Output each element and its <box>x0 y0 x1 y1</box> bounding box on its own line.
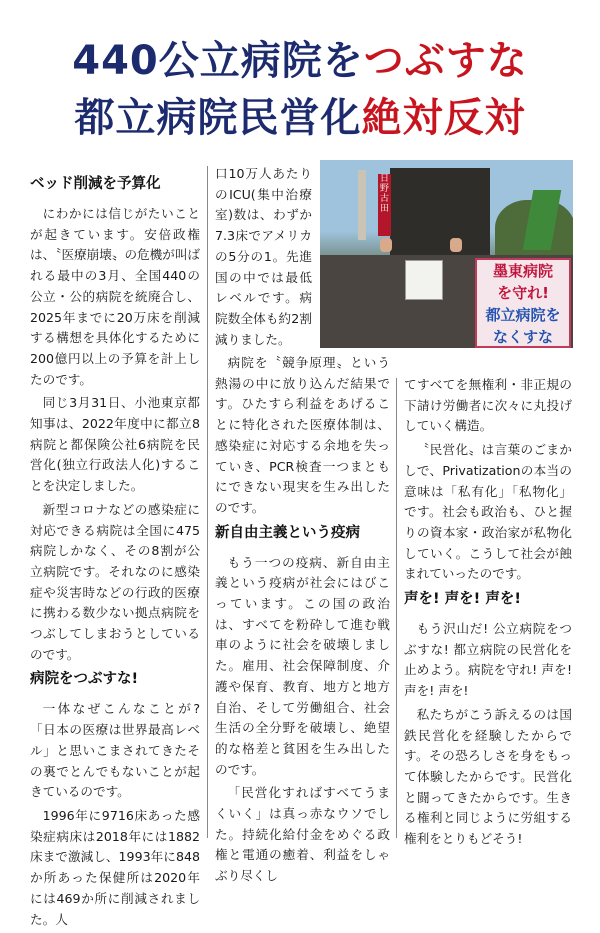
sign-line: 墨東病院 <box>492 262 553 280</box>
paragraph: 「民営化すればすべてうまくいく」は真っ赤なウソでした。持続化給付金をめぐる政権と電通の癒着、利益をしゃぶり尽くし <box>215 785 390 884</box>
photo-protest-sign <box>475 258 571 348</box>
photo-raised-fist <box>380 238 392 252</box>
headline-line-1-part-2: つぶすな <box>363 38 528 84</box>
column-divider-2 <box>396 378 397 838</box>
paragraph: 病院を〝競争原理〟という熱湯の中に放り込んだ結果です。ひたすら利益をあげることに特化された医療体制は、感染症に対応する余地を失っていき、PCR検査一つまともにできない現実を生み出したのです。 <box>215 355 390 515</box>
paragraph: 同じ3月31日、小池東京都知事は、2022年度中に都立8病院と都保険公社6病院を民営化(独立行政法人化)することを決定しました。 <box>30 395 200 494</box>
article-column-1 <box>30 170 200 933</box>
section-heading-neoliberalism: 新自由主義という疫病 <box>215 524 360 541</box>
headline-line-1 <box>0 38 600 84</box>
paragraph: てすべてを無権利・非正規の下請け労働者に次々に丸投げしていく構造。 <box>404 377 572 434</box>
sign-line: を守れ! <box>497 284 549 302</box>
article-column-2-top <box>215 164 312 353</box>
photo-raised-fist <box>450 238 462 252</box>
article-column-3 <box>404 375 572 853</box>
paragraph: 1996年に9716床あった感染症病床は2018年には1882床まで激減し、1993年に848か所あった保健所は2020年には469か所に削減されました。人 <box>30 807 200 927</box>
sign-line: 都立病院を <box>485 306 561 324</box>
paragraph: 私たちがこう訴えるのは国鉄民営化を経験したからです。その恐ろしさを身をもって体験したからです。民営化と闘ってきたからです。生きる権利と同じように労組する権利をとりもどそう! <box>404 706 572 847</box>
paragraph: 一体なぜこんなことが?「日本の医療は世界最高レベル」と思いこまされてきたその裏でとんでもないことが起きているのです。 <box>30 701 200 800</box>
paragraph: もう一つの疫病、新自由主義という疫病が社会にはびこっています。この国の政治は、すべてを粉砕して進む戦車のように社会を破壊しました。雇用、社会保障制度、介護や保育、教育、地方と地方自治、そして労働組合、社会生活の全分野を破壊し、絶望的な格差と貧困を生み出したのです。 <box>215 554 390 777</box>
paragraph: もう沢山だ! 公立病院をつぶすな! 都立病院の民営化を止めよう。病院を守れ! 声を! 声を! 声を! <box>404 621 572 699</box>
section-heading-save-hospitals: 病院をつぶすな! <box>30 671 139 688</box>
headline-line-2-part-1: 都立病院民営化 <box>74 95 362 141</box>
paragraph: にわかには信じがたいことが起きています。安倍政権は、〝医療崩壊〟の危機が叫ばれる最中の3月、全国440の公立・公的病院を統廃合し、2025年までに20万床を削減する構想を具体化するために200億円以上の予算を計上したのです。 <box>30 206 201 387</box>
headline-line-1-part-1: 440公立病院を <box>72 38 364 84</box>
photo-placard <box>405 260 443 300</box>
paragraph: 〝民営化〟は言葉のごまかしで、Privatizationの本当の意味は「私有化」「私物化」です。社会も政治も、ひと握りの資本家・政治家が私物化していく。こうして社会が蝕まれていったのです。 <box>404 442 572 582</box>
article-column-2 <box>215 353 390 890</box>
column-divider-1 <box>207 166 208 838</box>
sign-line: なくすな <box>492 328 553 346</box>
section-heading-bed-reduction: ベッド削減を予算化 <box>30 176 161 192</box>
photo-building <box>390 168 490 258</box>
section-heading-raise-voices: 声を! 声を! 声を! <box>404 591 521 608</box>
headline-line-2 <box>0 95 600 141</box>
photo-banner: 日野古田 <box>378 174 391 236</box>
paragraph: 新型コロナなどの感染症に対応できる病院は全国に475病院しかなく、その8割が公立病院です。それなのに感染症や災害時などの行政的医療に携わる数少ない拠点病院をつぶしてしまおうとしているのです。 <box>30 501 200 662</box>
photo-pole <box>358 170 366 240</box>
headline-line-2-part-2: 絶対反対 <box>361 95 526 141</box>
protest-photo <box>320 160 573 348</box>
paragraph: 口10万人あたりのICU(集中治療室)数は、わずか7.3床でアメリカの5分の1。先進国の中では最低レベルです。病院数全体も約2割減りました。 <box>215 166 312 347</box>
